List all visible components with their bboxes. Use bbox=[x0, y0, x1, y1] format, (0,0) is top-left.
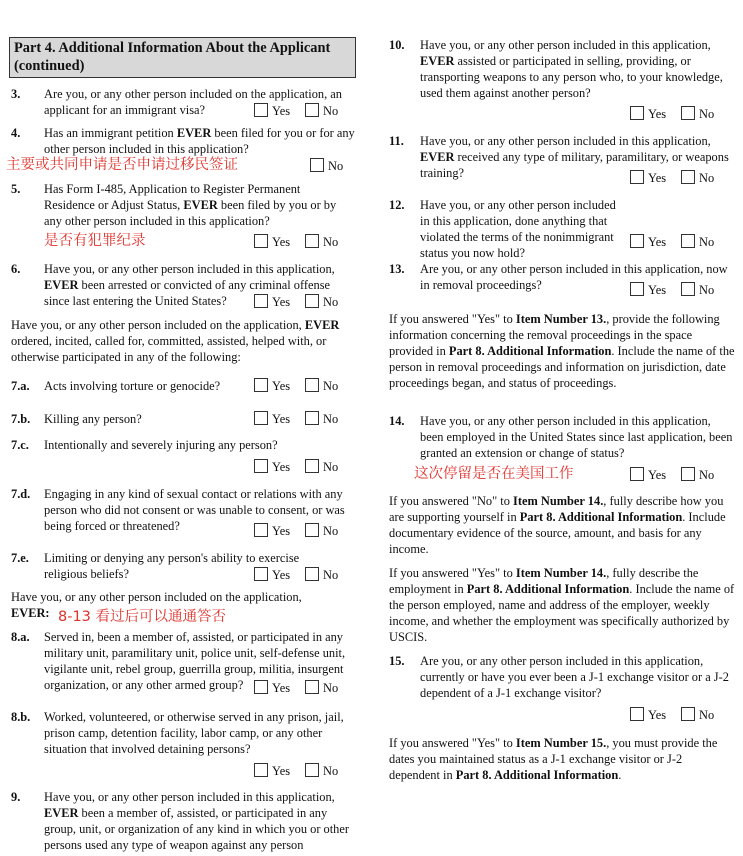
q7e-text: Limiting or denying any person's ability to exercise religious beliefs? bbox=[44, 551, 300, 581]
item-14-yes-instructions: If you answered "Yes" to Item Number 14., fully describe the employment in Part 8. Additional Information. Include the name of the person employed, name and address of the employer, weekly income, and whether the employment was specifically authorized by USCIS. bbox=[389, 566, 735, 644]
item-14-no-instructions: If you answered "No" to Item Number 14., fully describe how you are supporting yourself in Part 8. Additional Information. Include documentary evidence of the source, amount, and basis for any income. bbox=[389, 494, 726, 556]
q7a-options bbox=[254, 378, 338, 394]
yes-label: Yes bbox=[648, 708, 667, 722]
no-label: No bbox=[323, 379, 339, 393]
yes-label: Yes bbox=[648, 171, 667, 185]
no-label: No bbox=[699, 171, 715, 185]
yes-label: Yes bbox=[648, 107, 667, 121]
no-label: No bbox=[328, 159, 344, 173]
q10-no-checkbox[interactable] bbox=[681, 106, 695, 120]
q4-no-checkbox[interactable] bbox=[310, 158, 324, 172]
q7e-yes-checkbox[interactable] bbox=[254, 567, 268, 581]
yes-label: Yes bbox=[272, 568, 291, 582]
no-label: No bbox=[323, 764, 339, 778]
q7e-number: 7.e. bbox=[11, 551, 29, 565]
q3-options bbox=[254, 103, 338, 119]
q5-yes-checkbox[interactable] bbox=[254, 234, 268, 248]
yes-label: Yes bbox=[648, 283, 667, 297]
q9-text: Have you, or any other person included in this application, EVER been a member of, assisted, or participated in any group, unit, or organization of any kind in which you or other persons used any type of weapon against any person bbox=[44, 790, 350, 852]
q15-number: 15. bbox=[389, 654, 405, 668]
q10-options bbox=[630, 106, 714, 122]
q7c-text: Intentionally and severely injuring any person? bbox=[44, 438, 278, 452]
part-header: Part 4. Additional Information About the Applicant (continued) bbox=[9, 37, 356, 78]
yes-label: Yes bbox=[648, 235, 667, 249]
q13-text: Are you, or any other person included in this application, now in removal proceedings? bbox=[420, 262, 728, 292]
q13-yes-checkbox[interactable] bbox=[630, 282, 644, 296]
no-label: No bbox=[323, 412, 339, 426]
q5-text: Has Form I-485, Application to Register Permanent Residence or Adjust Status, EVER been filed by you or by any other person included in this application? bbox=[44, 182, 337, 228]
q7d-options bbox=[254, 523, 338, 539]
q14-no-checkbox[interactable] bbox=[681, 467, 695, 481]
q10-text: Have you, or any other person included in this application, EVER assisted or participated in selling, providing, or transporting weapons to any person who, to your knowledge, used them against another person? bbox=[420, 38, 723, 100]
q15-no-checkbox[interactable] bbox=[681, 707, 695, 721]
q9-number: 9. bbox=[11, 790, 21, 804]
no-label: No bbox=[323, 235, 339, 249]
q14-yes-checkbox[interactable] bbox=[630, 467, 644, 481]
no-label: No bbox=[323, 568, 339, 582]
q10-number: 10. bbox=[389, 38, 405, 52]
q8a-yes-checkbox[interactable] bbox=[254, 680, 268, 694]
item-13-instructions: If you answered "Yes" to Item Number 13., provide the following information concerning the removal proceedings in the space provided in Part 8. Additional Information. Include the name of the person in removal proceedings and information on jurisdiction, date proceedings began, and status of proceedings. bbox=[389, 312, 735, 390]
q14-text: Have you, or any other person included in this application, been employed in the United States since last application, been granted an extension or change of status? bbox=[420, 414, 733, 460]
q7a-no-checkbox[interactable] bbox=[305, 378, 319, 392]
q8b-number: 8.b. bbox=[11, 710, 31, 724]
q7a-number: 7.a. bbox=[11, 379, 30, 393]
no-label: No bbox=[323, 524, 339, 538]
q11-no-checkbox[interactable] bbox=[681, 170, 695, 184]
q8a-text: Served in, been a member of, assisted, or participated in any military unit, paramilitary unit, police unit, self-defense unit, vigilante unit, rebel group, guerrilla group, militia, insurgent organization, or any other armed group? bbox=[44, 630, 346, 692]
q8b-no-checkbox[interactable] bbox=[305, 763, 319, 777]
q7e-options bbox=[254, 567, 338, 583]
yes-label: Yes bbox=[272, 524, 291, 538]
q12-no-checkbox[interactable] bbox=[681, 234, 695, 248]
q5-options bbox=[254, 234, 338, 250]
yes-label: Yes bbox=[272, 379, 291, 393]
annotation-8-13-answer-no: 8-13 看过后可以通通答否 bbox=[58, 609, 227, 625]
q3-text: Are you, or any other person included on the application, an applicant for an immigrant visa? bbox=[44, 87, 342, 117]
no-label: No bbox=[323, 681, 339, 695]
yes-label: Yes bbox=[272, 295, 291, 309]
annotation-immigrant-visa: 主要或共同申请是否申请过移民签证 bbox=[6, 157, 238, 173]
q8b-yes-checkbox[interactable] bbox=[254, 763, 268, 777]
q7d-yes-checkbox[interactable] bbox=[254, 523, 268, 537]
q7d-text: Engaging in any kind of sexual contact or relations with any person who did not consent or was unable to consent, or was being forced or threatened? bbox=[44, 487, 345, 533]
q5-number: 5. bbox=[11, 182, 21, 196]
section-8-intro: Have you, or any other person included on the application, EVER: bbox=[11, 590, 302, 620]
q8a-no-checkbox[interactable] bbox=[305, 680, 319, 694]
q12-yes-checkbox[interactable] bbox=[630, 234, 644, 248]
q11-number: 11. bbox=[389, 134, 404, 148]
q12-text: Have you, or any other person included in this application, done anything that violated the terms of the nonimmigrant status you now hold? bbox=[420, 198, 616, 260]
q13-options bbox=[630, 282, 714, 298]
yes-label: Yes bbox=[272, 460, 291, 474]
q6-text: Have you, or any other person included in this application, EVER been arrested or convicted of any criminal offense since last entering the United States? bbox=[44, 262, 335, 308]
q7b-no-checkbox[interactable] bbox=[305, 411, 319, 425]
q13-number: 13. bbox=[389, 262, 405, 276]
no-label: No bbox=[699, 468, 715, 482]
section-7-intro: Have you, or any other person included on the application, EVER ordered, incited, called for, committed, assisted, helped with, or otherwise participated in any of the following: bbox=[11, 318, 340, 364]
q7a-yes-checkbox[interactable] bbox=[254, 378, 268, 392]
q4-number: 4. bbox=[11, 126, 21, 140]
q5-no-checkbox[interactable] bbox=[305, 234, 319, 248]
annotation-criminal-record: 是否有犯罪纪录 bbox=[44, 233, 146, 249]
no-label: No bbox=[323, 460, 339, 474]
no-label: No bbox=[323, 295, 339, 309]
q6-number: 6. bbox=[11, 262, 21, 276]
q8a-options bbox=[254, 680, 338, 696]
q14-options bbox=[630, 467, 714, 483]
q7d-number: 7.d. bbox=[11, 487, 31, 501]
q12-number: 12. bbox=[389, 198, 405, 212]
q7c-yes-checkbox[interactable] bbox=[254, 459, 268, 473]
yes-label: Yes bbox=[272, 764, 291, 778]
q15-text: Are you, or any other person included in this application, currently or have you ever been a J-1 exchange visitor or a J-2 dependent of a J-1 exchange visitor? bbox=[420, 654, 729, 700]
q12-options bbox=[630, 234, 714, 250]
q7c-number: 7.c. bbox=[11, 438, 29, 452]
q7c-options bbox=[254, 459, 338, 475]
q7b-text: Killing any person? bbox=[44, 412, 142, 426]
q7c-no-checkbox[interactable] bbox=[305, 459, 319, 473]
no-label: No bbox=[323, 104, 339, 118]
q7b-number: 7.b. bbox=[11, 412, 31, 426]
q7d-no-checkbox[interactable] bbox=[305, 523, 319, 537]
q4-text: Has an immigrant petition EVER been filed for you or for any other person included in this application? bbox=[44, 126, 355, 156]
q10-yes-checkbox[interactable] bbox=[630, 106, 644, 120]
q13-no-checkbox[interactable] bbox=[681, 282, 695, 296]
q3-yes-checkbox[interactable] bbox=[254, 103, 268, 117]
no-label: No bbox=[699, 283, 715, 297]
q11-text: Have you, or any other person included in this application, EVER received any type of military, paramilitary, or weapons training? bbox=[420, 134, 729, 180]
q14-number: 14. bbox=[389, 414, 405, 428]
annotation-work-in-us: 这次停留是否在美国工作 bbox=[414, 466, 574, 482]
q7b-options bbox=[254, 411, 338, 427]
q6-options bbox=[254, 294, 338, 310]
q3-no-checkbox[interactable] bbox=[305, 103, 319, 117]
yes-label: Yes bbox=[272, 681, 291, 695]
yes-label: Yes bbox=[272, 104, 291, 118]
q6-yes-checkbox[interactable] bbox=[254, 294, 268, 308]
yes-label: Yes bbox=[272, 412, 291, 426]
q6-no-checkbox[interactable] bbox=[305, 294, 319, 308]
q8b-text: Worked, volunteered, or otherwise served in any prison, jail, prison camp, detention facility, labor camp, or any other situation that involved detaining persons? bbox=[44, 710, 344, 756]
q11-options bbox=[630, 170, 714, 186]
no-label: No bbox=[699, 107, 715, 121]
q8a-number: 8.a. bbox=[11, 630, 30, 644]
q7e-no-checkbox[interactable] bbox=[305, 567, 319, 581]
q11-yes-checkbox[interactable] bbox=[630, 170, 644, 184]
item-15-instructions: If you answered "Yes" to Item Number 15., you must provide the dates you maintained status as a J-1 exchange visitor or J-2 dependent in Part 8. Additional Information. bbox=[389, 736, 718, 782]
q3-number: 3. bbox=[11, 87, 21, 101]
no-label: No bbox=[699, 708, 715, 722]
q15-yes-checkbox[interactable] bbox=[630, 707, 644, 721]
q15-options bbox=[630, 707, 714, 723]
yes-label: Yes bbox=[272, 235, 291, 249]
q7a-text: Acts involving torture or genocide? bbox=[44, 379, 221, 393]
q7b-yes-checkbox[interactable] bbox=[254, 411, 268, 425]
no-label: No bbox=[699, 235, 715, 249]
q8b-options bbox=[254, 763, 338, 779]
yes-label: Yes bbox=[648, 468, 667, 482]
q4-options bbox=[310, 158, 343, 174]
